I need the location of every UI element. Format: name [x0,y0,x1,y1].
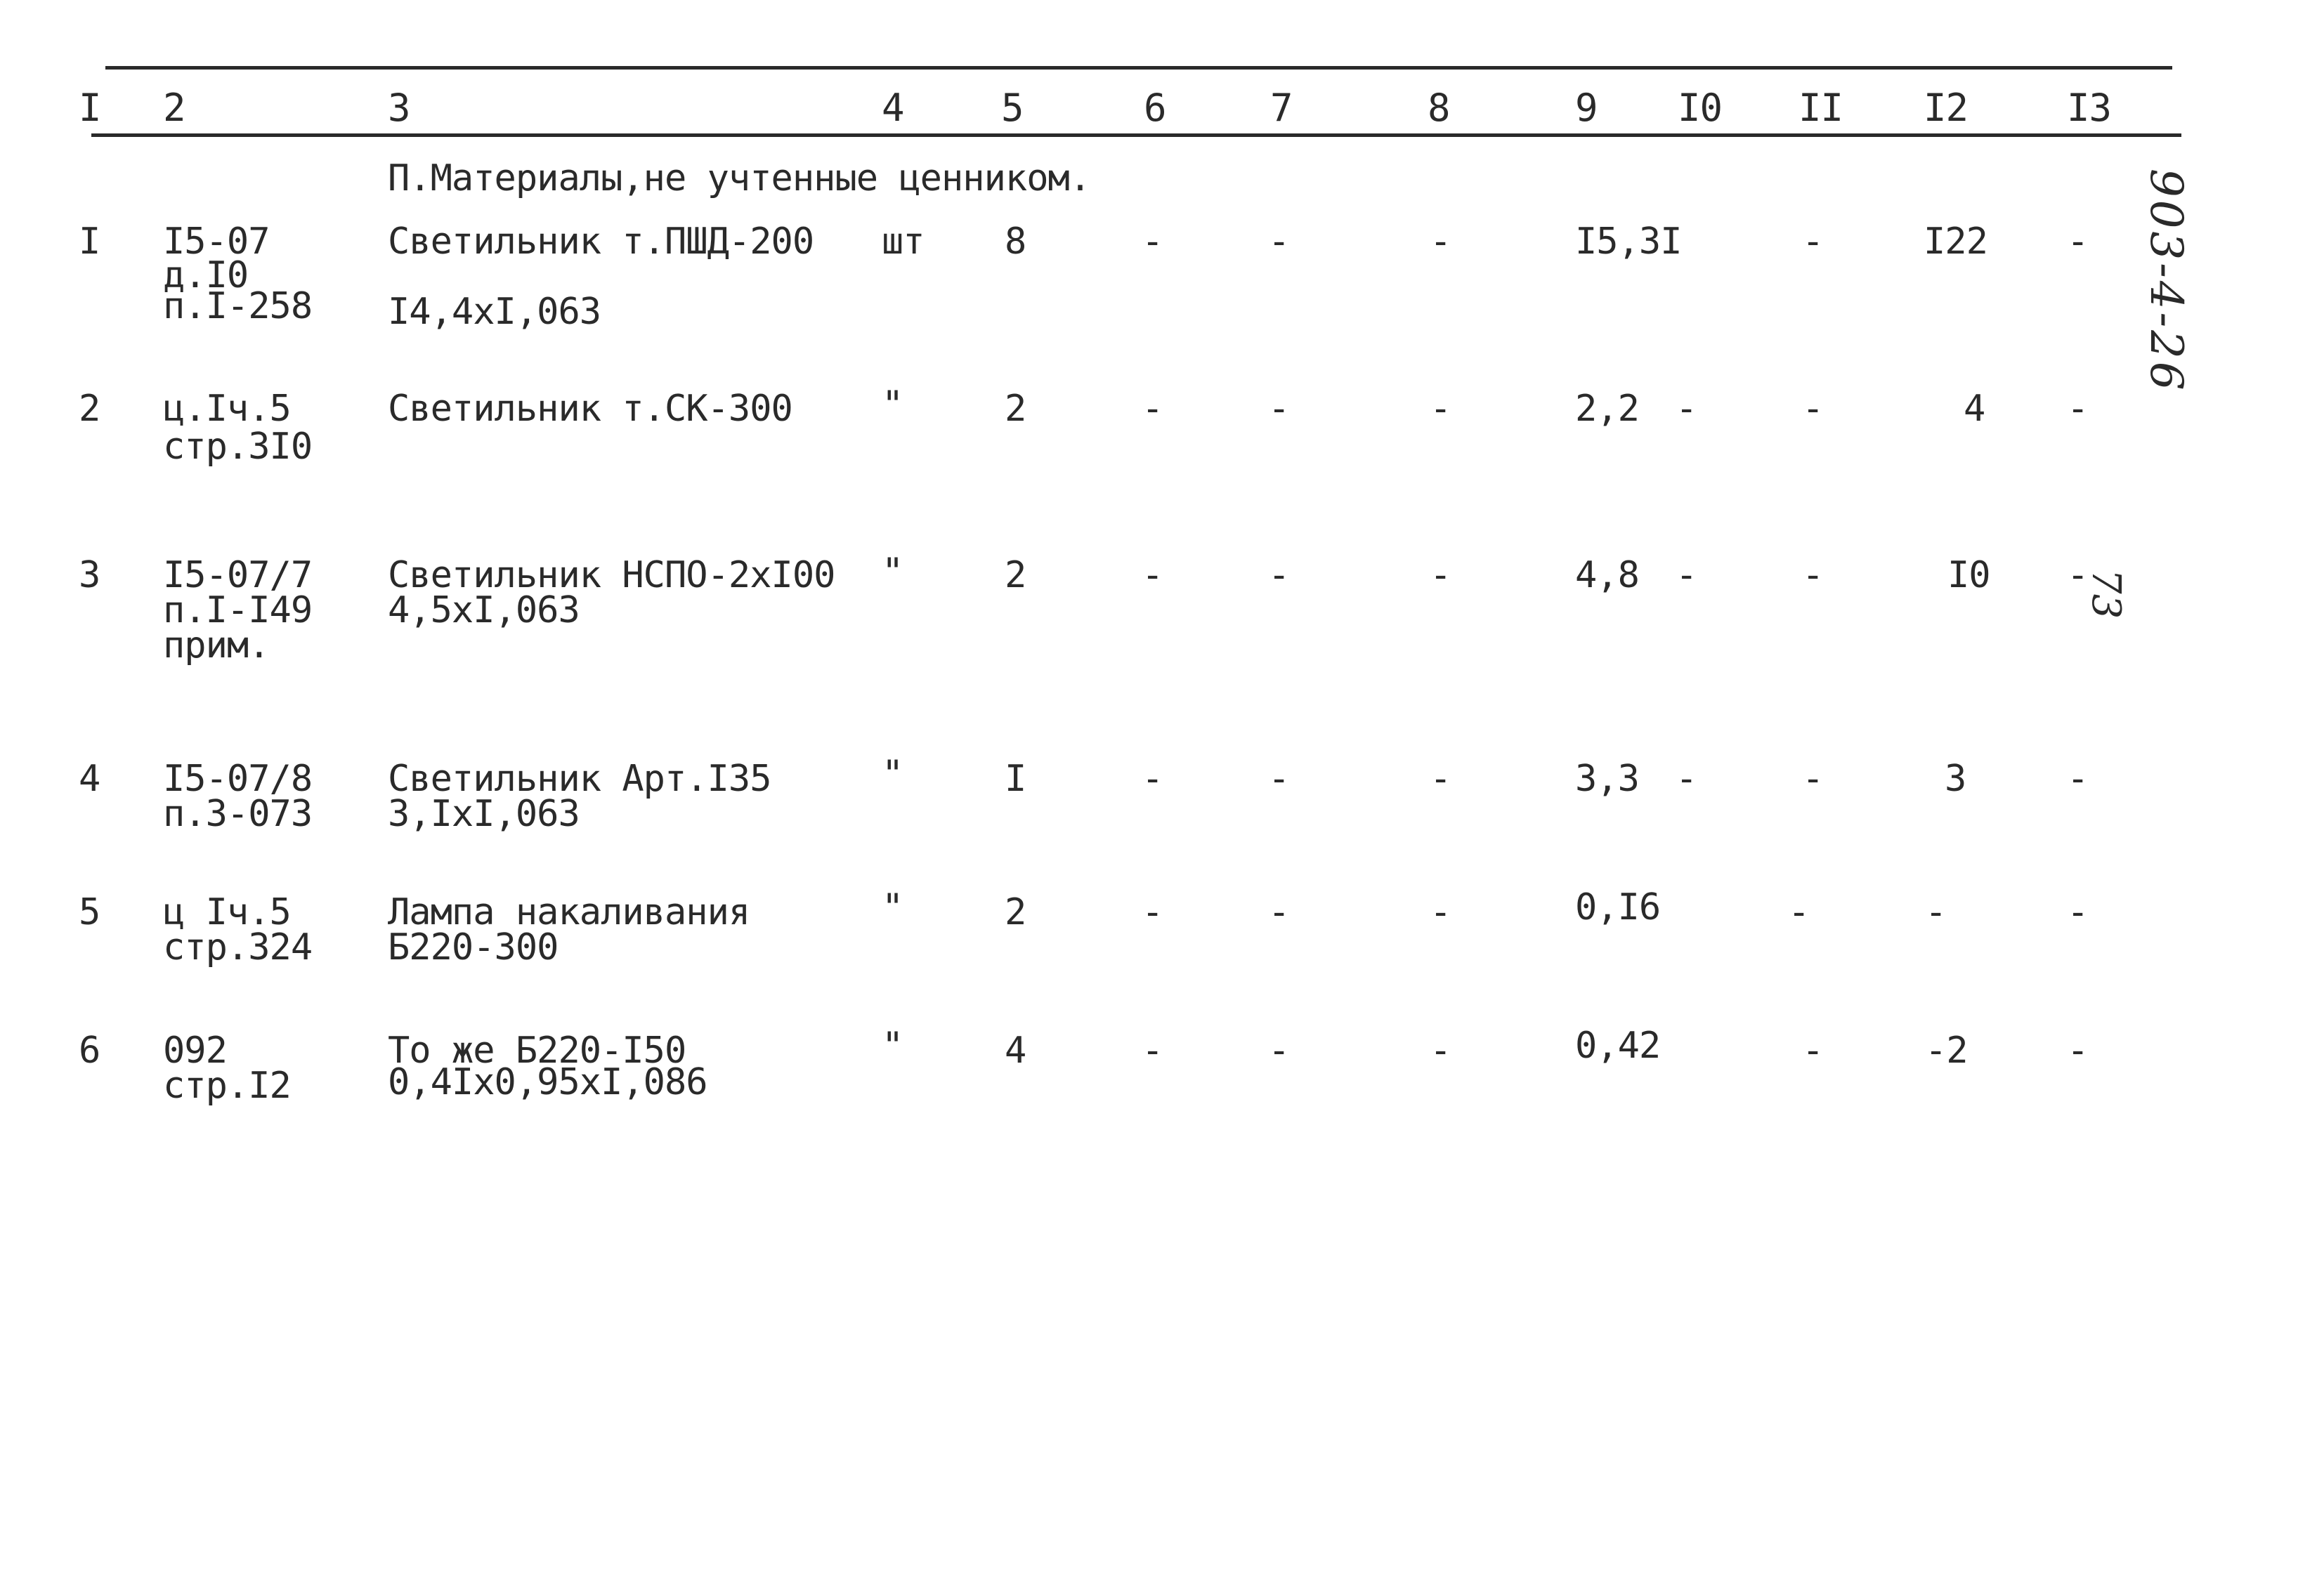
quantity: 2 [1005,891,1026,933]
col-header-12: I2 [1924,86,1969,130]
ref-line: п.I-258 [163,285,313,327]
quantity: 4 [1005,1030,1026,1072]
col7-value: - [1268,758,1290,800]
col8-value: - [1430,891,1451,933]
row-number: I [79,221,100,263]
col12-value: I22 [1924,221,1987,263]
col9-value: 0,42 [1575,1025,1661,1067]
col9-value: 3,3 [1575,758,1639,800]
col10-value: - [1676,388,1697,430]
col7-value: - [1268,388,1290,430]
item-formula: I4,4xI,063 [388,291,601,333]
col6-value: - [1142,891,1163,933]
col13-value: - [2067,554,2089,596]
col12-value: -2 [1925,1030,1968,1072]
col6-value: - [1142,758,1163,800]
quantity: 2 [1005,388,1026,430]
ref-line: п.I-I49 [163,589,313,631]
col12-value: I0 [1947,554,1990,596]
ref-line: п.3-073 [163,793,313,835]
col-header-6: 6 [1144,86,1166,130]
unit: " [882,886,903,928]
col10-value: - [1676,554,1697,596]
ref-line: I5-07/8 [163,758,313,800]
header-rule [91,133,2181,137]
col6-value: - [1142,1030,1163,1072]
item-formula: Б220-300 [388,926,559,968]
col13-value: - [2067,891,2089,933]
row-number: 2 [79,388,100,430]
col13-value: - [2067,388,2089,430]
col-header-11: II [1799,86,1843,130]
item-name: Светильник НСПО-2хI00 [388,554,835,596]
col8-value: - [1430,221,1451,263]
col-header-7: 7 [1270,86,1293,130]
col11-value: - [1788,891,1810,933]
top-rule [105,66,2172,70]
col7-value: - [1268,891,1290,933]
col-header-5: 5 [1001,86,1024,130]
ref-line: прим. [163,624,270,666]
col-header-2: 2 [163,86,185,130]
ref-line: д.I0 [163,254,249,296]
col7-value: - [1268,221,1290,263]
quantity: 8 [1005,221,1026,263]
col12-value: 4 [1964,388,1985,430]
col13-value: - [2067,221,2089,263]
ref-line: ц Iч.5 [163,891,291,933]
row-number: 4 [79,758,100,800]
ref-line: стр.3I0 [163,426,313,468]
col-header-3: 3 [388,86,410,130]
col10-value: - [1676,758,1697,800]
col7-value: - [1268,554,1290,596]
quantity: 2 [1005,554,1026,596]
col11-value: - [1802,388,1824,430]
item-formula: 0,4Iх0,95хI,086 [388,1061,707,1103]
ref-line: 092 [163,1030,227,1072]
col11-value: - [1802,221,1824,263]
ref-line: ц.Iч.5 [163,388,291,430]
item-name: Светильник т.ПШД-200 [388,221,814,263]
quantity: I [1005,758,1026,800]
col9-value: 4,8 [1575,554,1639,596]
col11-value: - [1802,1030,1824,1072]
col-header-13: I3 [2067,86,2112,130]
row-number: 6 [79,1030,100,1072]
col6-value: - [1142,221,1163,263]
unit: " [882,383,903,426]
col11-value: - [1802,758,1824,800]
col-header-8: 8 [1428,86,1450,130]
col7-value: - [1268,1030,1290,1072]
ref-line: стр.I2 [163,1065,291,1107]
col8-value: - [1430,388,1451,430]
col9-value: 0,I6 [1575,886,1661,928]
item-name: Светильник Арт.I35 [388,758,771,800]
unit: " [882,551,903,593]
col-header-4: 4 [882,86,904,130]
col-header-9: 9 [1575,86,1598,130]
item-name: Лампа накаливания [388,891,750,933]
unit: " [882,1025,903,1067]
col8-value: - [1430,758,1451,800]
col-header-10: I0 [1678,86,1723,130]
ref-line: I5-07 [163,221,270,263]
unit: шт [882,221,925,263]
col6-value: - [1142,554,1163,596]
ref-line: стр.324 [163,926,313,968]
col13-value: - [2067,758,2089,800]
col-header-1: I [79,86,101,130]
col9-value: 2,2 [1575,388,1639,430]
col8-value: - [1430,554,1451,596]
item-formula: 4,5xI,063 [388,589,580,631]
row-number: 5 [79,891,100,933]
row-number: 3 [79,554,100,596]
document-code: 903-4-26 [2140,169,2192,393]
col8-value: - [1430,1030,1451,1072]
col11-value: - [1802,554,1824,596]
page-number: 73 [2083,569,2129,619]
unit: " [882,753,903,795]
item-name: Светильник т.СК-300 [388,388,792,430]
col13-value: - [2067,1030,2089,1072]
col12-value: - [1925,891,1947,933]
item-name: То же Б220-I50 [388,1030,686,1072]
item-formula: 3,IxI,063 [388,793,580,835]
col6-value: - [1142,388,1163,430]
col9-value: I5,3I [1575,221,1682,263]
section-title: П.Материалы,не учтенные ценником. [388,157,1091,199]
ref-line: I5-07/7 [163,554,313,596]
col12-value: 3 [1945,758,1966,800]
